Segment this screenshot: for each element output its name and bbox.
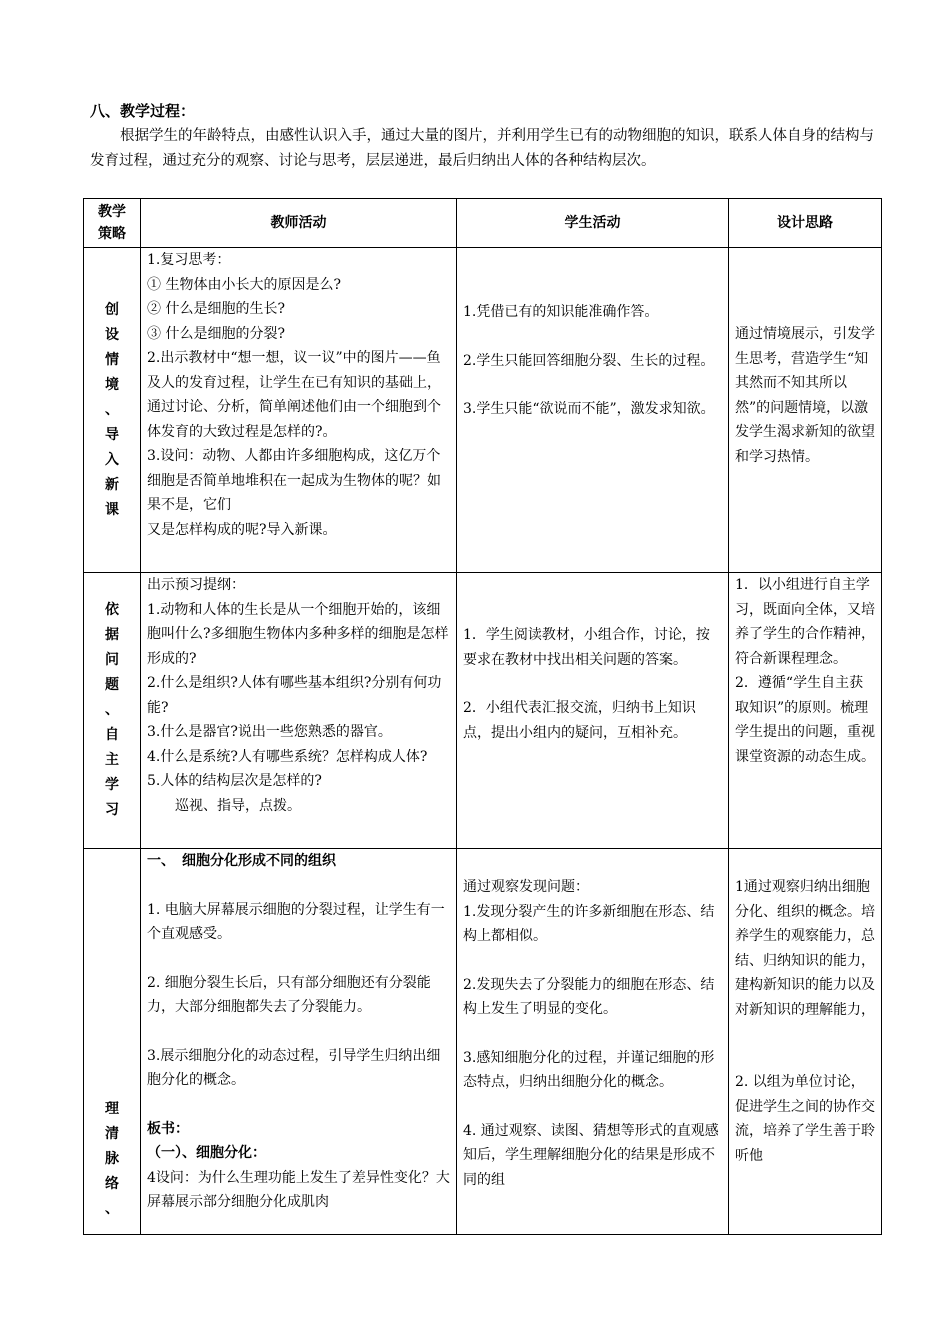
design-line: 1．以小组进行自主学习，既面向全体，又培养了学生的合作精神，符合新课程理念。: [735, 577, 875, 667]
strategy-char: 据: [105, 627, 119, 643]
teacher-activity-cell: [141, 248, 457, 573]
student-line: 3.感知细胞分化的过程，并谨记细胞的形态特点，归纳出细胞分化的概念。: [463, 1049, 715, 1090]
table-row: [84, 248, 882, 573]
strategy-char: 络: [105, 1176, 119, 1192]
strategy-char: 导: [105, 426, 119, 443]
header-strategy: [84, 199, 141, 248]
design-line: 2．遵循“学生自主获取知识”的原则。梳理学生提出的问题，重视课堂资源的动态生成。: [735, 675, 875, 765]
teacher-activity-cell: [141, 573, 457, 849]
student-line: 1.凭借已有的知识能准确作答。: [463, 304, 659, 320]
student-line: 4. 通过观察、读图、猜想等形式的直观感知后，学生理解细胞分化的结果是形成不同的组: [463, 1122, 719, 1188]
strategy-char: 主: [105, 752, 119, 768]
student-line: 2．小组代表汇报交流，归纳书上知识点，提出小组内的疑问，互相补充。: [463, 700, 696, 741]
teacher-line: 3.展示细胞分化的动态过程，引导学生归纳出细胞分化的概念。: [147, 1047, 441, 1088]
teacher-line: ③ 什么是细胞的分裂?: [147, 325, 285, 342]
strategy-char: 脉: [105, 1151, 119, 1167]
student-line: 3.学生只能“欲说而不能”，激发求知欲。: [463, 401, 715, 417]
table-header-row: [84, 199, 882, 248]
intro-paragraph: [90, 124, 880, 174]
teacher-line: ① 生物体由小长大的原因是么?: [147, 276, 341, 293]
teacher-activity-cell: [141, 849, 457, 1235]
strategy-char: 题: [105, 677, 119, 693]
teacher-line: 1.动物和人体的生长是从一个细胞开始的，该细胞叫什么?多细胞生物体内多种多样的细胞是怎样形成的?: [147, 601, 449, 667]
strategy-char: 境: [105, 376, 119, 393]
teacher-line: 又是怎样构成的呢?导入新课。: [147, 521, 337, 538]
teacher-line: 1.复习思考：: [147, 252, 231, 268]
strategy-char: 设: [105, 326, 119, 343]
teacher-line: 2. 细胞分裂生长后，只有部分细胞还有分裂能力，大部分细胞都失去了分裂能力。: [147, 974, 431, 1015]
teaching-process-table: [83, 198, 882, 1235]
design-idea-cell: [729, 248, 882, 573]
design-line: 通过情境展示，引发学生思考，营造学生“知其然而不知其所以然”的问题情境，以激发学生渴求新知的欲望和学习热情。: [735, 326, 875, 465]
strategy-char: 创: [105, 301, 119, 318]
strategy-char: 理: [105, 1101, 119, 1117]
table-row: [84, 573, 882, 849]
strategy-char: 学: [105, 777, 119, 793]
strategy-char: 自: [105, 727, 119, 743]
student-line: 2.发现失去了分裂能力的细胞在形态、结构上发生了明显的变化。: [463, 976, 715, 1017]
strategy-char: 入: [105, 451, 119, 468]
header-teacher: 教师活动: [141, 199, 457, 248]
student-activity-cell: [457, 248, 729, 573]
header-strategy-line1: 教学: [98, 204, 126, 220]
strategy-char: 、: [105, 1201, 119, 1217]
header-design: 设计思路: [729, 199, 882, 248]
teacher-line: 3.什么是器官?说出一些您熟悉的器官。: [147, 724, 392, 740]
teacher-line: 2.出示教材中“想一想，议一议”中的图片——鱼及人的发育过程，让学生在已有知识的基础上，通过讨论、分析，简单阐述他们由一个细胞到个体发育的大致过程是怎样的?。: [147, 350, 441, 440]
strategy-cell: [84, 573, 141, 849]
teacher-line: （一）、细胞分化：: [147, 1145, 266, 1161]
strategy-char: 习: [105, 802, 119, 818]
design-idea-cell: [729, 849, 882, 1235]
intro-text: 根据学生的年龄特点，由感性认识入手，通过大量的图片，并利用学生已有的动物细胞的知识，联系人体自身的结构与发育过程，通过充分的观察、讨论与思考，层层递进，最后归纳出人体的各种结构层次。: [90, 128, 874, 169]
teacher-line: 2.什么是组织?人体有哪些基本组织?分别有何功能?: [147, 675, 442, 716]
student-line: 1．学生阅读教材，小组合作，讨论，按要求在教材中找出相关问题的答案。: [463, 627, 710, 668]
teacher-line: 巡视、指导，点拨。: [175, 797, 301, 814]
header-student: 学生活动: [457, 199, 729, 248]
student-activity-cell: [457, 849, 729, 1235]
design-line: 1通过观察归纳出细胞分化、组织的概念。培养学生的观察能力，总结、归纳知识的能力，建构新知识的能力以及对新知识的理解能力，: [735, 879, 875, 1018]
strategy-char: 清: [105, 1126, 119, 1142]
student-activity-cell: [457, 573, 729, 849]
strategy-char: 新: [105, 476, 119, 493]
teacher-line: 5.人体的结构层次是怎样的?: [147, 773, 322, 789]
table-row: [84, 849, 882, 1235]
student-line: 1.发现分裂产生的许多新细胞在形态、结构上都相似。: [463, 903, 715, 944]
teacher-line: 一、 细胞分化形成不同的组织: [147, 853, 336, 869]
teacher-line: 出示预习提纲：: [147, 577, 245, 593]
teacher-line: 板书：: [147, 1120, 189, 1137]
design-idea-cell: [729, 573, 882, 849]
strategy-cell: [84, 248, 141, 573]
teacher-line: 1. 电脑大屏幕展示细胞的分裂过程，让学生有一个直观感受。: [147, 901, 445, 942]
student-line: 通过观察发现问题：: [463, 879, 589, 895]
header-strategy-line2: 策略: [98, 226, 126, 242]
teacher-line: 3.设问：动物、人都由许多细胞构成，这亿万个细胞是否简单地堆积在一起成为生物体的呢？如果不是，它们: [147, 448, 441, 513]
teacher-line: 4设问：为什么生理功能上发生了差异性变化？大屏幕展示部分细胞分化成肌肉: [147, 1169, 450, 1210]
strategy-char: 情: [105, 351, 119, 368]
teacher-line: 4.什么是系统?人有哪些系统？怎样构成人体?: [147, 748, 428, 765]
strategy-char: 课: [105, 501, 119, 518]
design-line: 2. 以组为单位讨论，促进学生之间的协作交流，培养了学生善于聆听他: [735, 1074, 875, 1164]
strategy-cell: [84, 849, 141, 1235]
student-line: 2.学生只能回答细胞分裂、生长的过程。: [463, 352, 715, 369]
teacher-line: ② 什么是细胞的生长?: [147, 301, 285, 317]
strategy-char: 、: [105, 702, 119, 718]
strategy-char: 、: [105, 401, 119, 418]
strategy-char: 问: [105, 652, 119, 668]
strategy-char: 依: [105, 602, 119, 618]
section-heading: 八、教学过程：: [90, 102, 196, 120]
